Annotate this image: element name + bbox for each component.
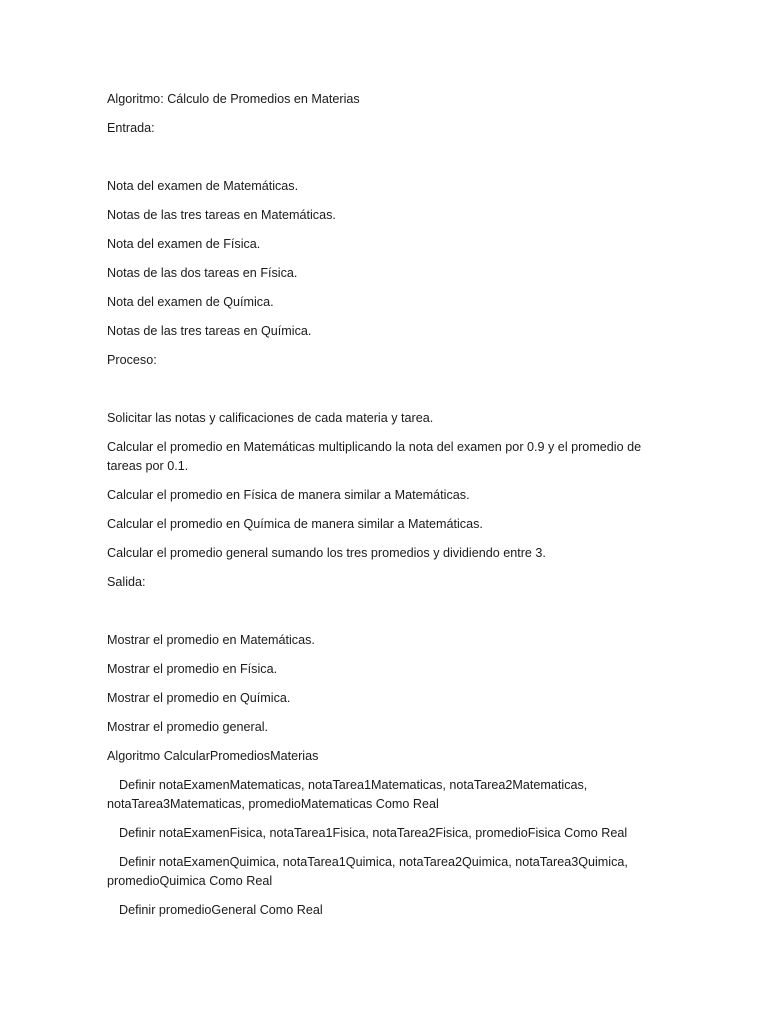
- salida-item: Mostrar el promedio en Física.: [107, 662, 278, 676]
- pseudocode-line: Definir notaExamenMatematicas, notaTarea1Matematicas, notaTarea2Matematicas, notaTarea3Matematicas, promedioMatematicas Como Real: [107, 778, 588, 811]
- salida-item: Mostrar el promedio en Matemáticas.: [107, 633, 315, 647]
- entrada-item: Notas de las tres tareas en Matemáticas.: [107, 208, 336, 222]
- salida-item: Mostrar el promedio general.: [107, 720, 268, 734]
- entrada-item: Nota del examen de Química.: [107, 295, 274, 309]
- proceso-item: Calcular el promedio en Física de manera similar a Matemáticas.: [107, 488, 470, 502]
- proceso-heading: Proceso:: [107, 353, 157, 367]
- blank-line: [107, 380, 667, 399]
- salida-item: Mostrar el promedio en Química.: [107, 691, 291, 705]
- blank-line: [107, 148, 667, 167]
- document-body: [107, 90, 667, 930]
- entrada-heading: Entrada:: [107, 121, 155, 135]
- pseudocode-header: Algoritmo CalcularPromediosMaterias: [107, 749, 319, 763]
- document-title: Algoritmo: Cálculo de Promedios en Materias: [107, 92, 360, 106]
- proceso-item: Calcular el promedio en Matemáticas multiplicando la nota del examen por 0.9 y el promedio de tareas por 0.1.: [107, 440, 642, 473]
- proceso-item: Calcular el promedio general sumando los tres promedios y dividiendo entre 3.: [107, 546, 546, 560]
- salida-heading: Salida:: [107, 575, 146, 589]
- entrada-item: Notas de las tres tareas en Química.: [107, 324, 312, 338]
- pseudocode-line: Definir notaExamenQuimica, notaTarea1Quimica, notaTarea2Quimica, notaTarea3Quimica, promedioQuimica Como Real: [107, 855, 628, 888]
- proceso-item: Solicitar las notas y calificaciones de cada materia y tarea.: [107, 411, 434, 425]
- proceso-item: Calcular el promedio en Química de manera similar a Matemáticas.: [107, 517, 483, 531]
- entrada-item: Nota del examen de Matemáticas.: [107, 179, 299, 193]
- pseudocode-line: Definir notaExamenFisica, notaTarea1Fisica, notaTarea2Fisica, promedioFisica Como Real: [119, 826, 628, 840]
- pseudocode-line: Definir promedioGeneral Como Real: [119, 903, 323, 917]
- blank-line: [107, 602, 667, 621]
- entrada-item: Nota del examen de Física.: [107, 237, 261, 251]
- entrada-item: Notas de las dos tareas en Física.: [107, 266, 298, 280]
